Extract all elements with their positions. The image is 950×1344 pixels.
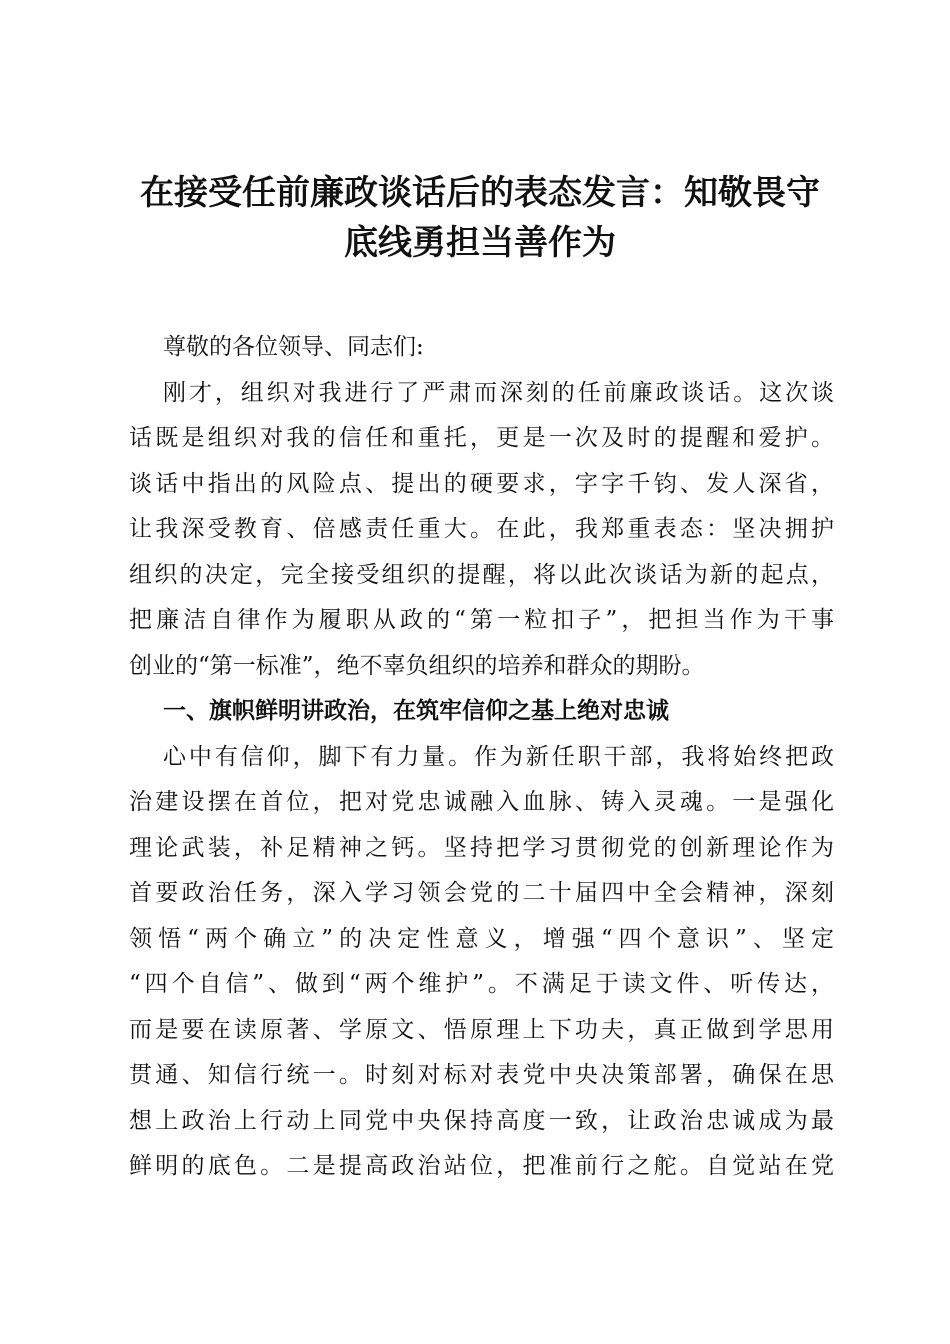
paragraph-line: 治建设摆在首位，把对党忠诚融入血脉、铸入灵魂。一是强化 (129, 789, 834, 815)
paragraph-2 (129, 735, 834, 1190)
paragraph-line: 首要政治任务，深入学习领会党的二十届四中全会精神，深刻 (129, 880, 834, 906)
paragraph-line: 让我深受教育、倍感责任重大。在此，我郑重表态：坚决拥护 (129, 516, 834, 542)
paragraph-line: 而是要在读原著、学原文、悟原理上下功夫，真正做到学思用 (129, 1016, 834, 1043)
paragraph-line: 话既是组织对我的信任和重托，更是一次及时的提醒和爱护。 (129, 425, 834, 451)
paragraph-line: 心中有信仰，脚下有力量。作为新任职干部，我将始终把政 (163, 743, 834, 770)
paragraph-line: “四个自信”、做到“两个维护”。不满足于读文件、听传达， (129, 971, 834, 997)
paragraph-line: 领悟“两个确立”的决定性意义，增强“四个意识”、坚定 (129, 925, 834, 952)
paragraph-line: 刚才，组织对我进行了严肃而深刻的任前廉政谈话。这次谈 (163, 379, 834, 406)
section-heading-1: 一、旗帜鲜明讲政治，在筑牢信仰之基上绝对忠诚 (163, 698, 669, 724)
document-title (110, 168, 850, 268)
title-line-1: 在接受任前廉政谈话后的表态发言：知敬畏守 (140, 173, 820, 213)
paragraph-line: 贯通、知信行统一。时刻对标对表党中央决策部署，确保在思 (129, 1062, 834, 1088)
title-line-2: 底线勇担当善作为 (344, 223, 616, 263)
paragraph-1 (129, 371, 834, 690)
salutation: 尊敬的各位领导、同志们: (163, 334, 424, 360)
paragraph-line: 理论武装，补足精神之钙。坚持把学习贯彻党的创新理论作为 (129, 834, 834, 861)
paragraph-line: 谈话中指出的风险点、提出的硬要求，字字千钧、发人深省， (129, 470, 834, 497)
paragraph-line: 把廉洁自律作为履职从政的“第一粒扣子”，把担当作为干事 (129, 607, 834, 633)
paragraph-line: 想上政治上行动上同党中央保持高度一致，让政治忠诚成为最 (129, 1107, 834, 1134)
document-body (129, 325, 834, 1190)
paragraph-line: 鲜明的底色。二是提高政治站位，把准前行之舵。自觉站在党 (129, 1153, 834, 1179)
paragraph-line: 组织的决定，完全接受组织的提醒，将以此次谈话为新的起点， (129, 561, 834, 588)
paragraph-line: 创业的“第一标准”，绝不辜负组织的培养和群众的期盼。 (129, 652, 705, 679)
